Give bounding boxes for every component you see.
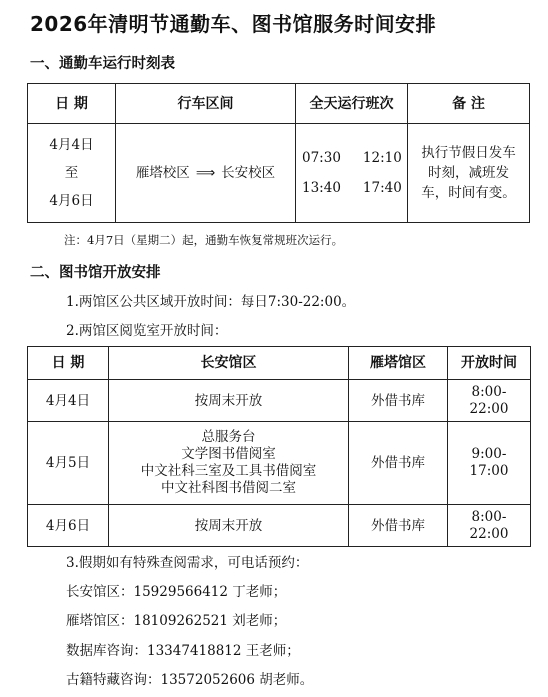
library-row [28,422,531,505]
lib-hours [448,422,531,505]
lib-date: 4月4日 [28,380,109,422]
lib-date: 4月5日 [28,422,109,505]
bus-route-cell [116,124,296,223]
contact-yanta: 雁塔馆区：18109262521 刘老师； [66,613,287,629]
bus-time: 13:40 [302,180,341,196]
bus-table-row [28,124,530,223]
lib-hours-start: 8:00- [471,383,507,400]
lib-room: 中文社科图书借阅二室 [161,480,296,496]
section-2-heading: 二、图书馆开放安排 [30,265,161,281]
lib-header-changan: 长安馆区 [109,347,349,380]
bus-times-row [302,173,407,203]
library-hours-table [27,346,531,547]
lib-room: 中文社科三室及工具书借阅室 [140,463,317,479]
page-title: 2026年清明节通勤车、图书馆服务时间安排 [30,12,437,36]
bus-date-end: 4月6日 [49,193,94,209]
lib-hours [448,505,531,547]
bus-header-remark: 备 注 [408,84,530,124]
library-item-1: 1.两馆区公共区域开放时间：每日7:30-22:00。 [66,294,356,310]
contact-ancient-books: 古籍特藏咨询：13572052606 胡老师。 [66,672,314,688]
bus-remark-cell [408,124,530,223]
route-from: 雁塔校区 [135,165,190,181]
bus-time: 12:10 [362,150,402,166]
lib-hours-start: 9:00- [471,446,507,462]
lib-yanta: 外借书库 [349,380,448,422]
lib-yanta: 外借书库 [349,422,448,505]
library-row [28,505,531,547]
contact-changan: 长安馆区：15929566412 丁老师； [66,584,287,600]
bus-times-cell [296,124,408,223]
lib-date: 4月6日 [28,505,109,547]
library-item-3: 3.假期如有特殊查阅需求，可电话预约： [66,555,309,571]
double-arrow-icon: ⟹ [195,165,216,181]
lib-header-yanta: 雁塔馆区 [349,347,448,380]
lib-hours-end: 17:00 [469,463,509,479]
bus-header-shifts: 全天运行班次 [296,84,408,124]
library-row [28,380,531,422]
bus-date-cell [28,124,116,223]
library-table-header-row [28,347,531,380]
bus-time: 17:40 [362,180,402,196]
bus-note: 注：4月7日（星期二）起，通勤车恢复常规班次运行。 [64,233,344,247]
lib-changan: 按周末开放 [109,380,349,422]
lib-room: 文学图书借阅室 [181,446,276,462]
bus-date-start: 4月4日 [49,137,94,153]
bus-header-route: 行车区间 [116,84,296,124]
lib-changan: 按周末开放 [109,505,349,547]
lib-header-hours: 开放时间 [448,347,531,380]
remark-line: 执行节假日发车 [421,145,516,161]
bus-date-to: 至 [64,165,79,181]
lib-hours-end: 22:00 [469,400,509,417]
lib-header-date: 日 期 [28,347,109,380]
remark-line: 时刻，减班发 [428,165,509,181]
contact-database: 数据库咨询：13347418812 王老师； [66,643,300,659]
section-1-heading: 一、通勤车运行时刻表 [30,56,175,72]
bus-times-row [302,143,407,173]
bus-schedule-table [27,83,530,223]
bus-header-date: 日 期 [28,84,116,124]
bus-table-header-row [28,84,530,124]
library-item-2: 2.两馆区阅览室开放时间： [66,323,228,339]
lib-hours-start: 8:00- [471,508,507,525]
lib-hours [448,380,531,422]
bus-time: 07:30 [302,150,341,166]
lib-room: 总服务台 [201,429,256,445]
route-to: 长安校区 [221,165,276,181]
lib-hours-end: 22:00 [469,525,509,542]
remark-line: 车，时间有变。 [421,185,516,201]
lib-changan [109,422,349,505]
lib-yanta: 外借书库 [349,505,448,547]
